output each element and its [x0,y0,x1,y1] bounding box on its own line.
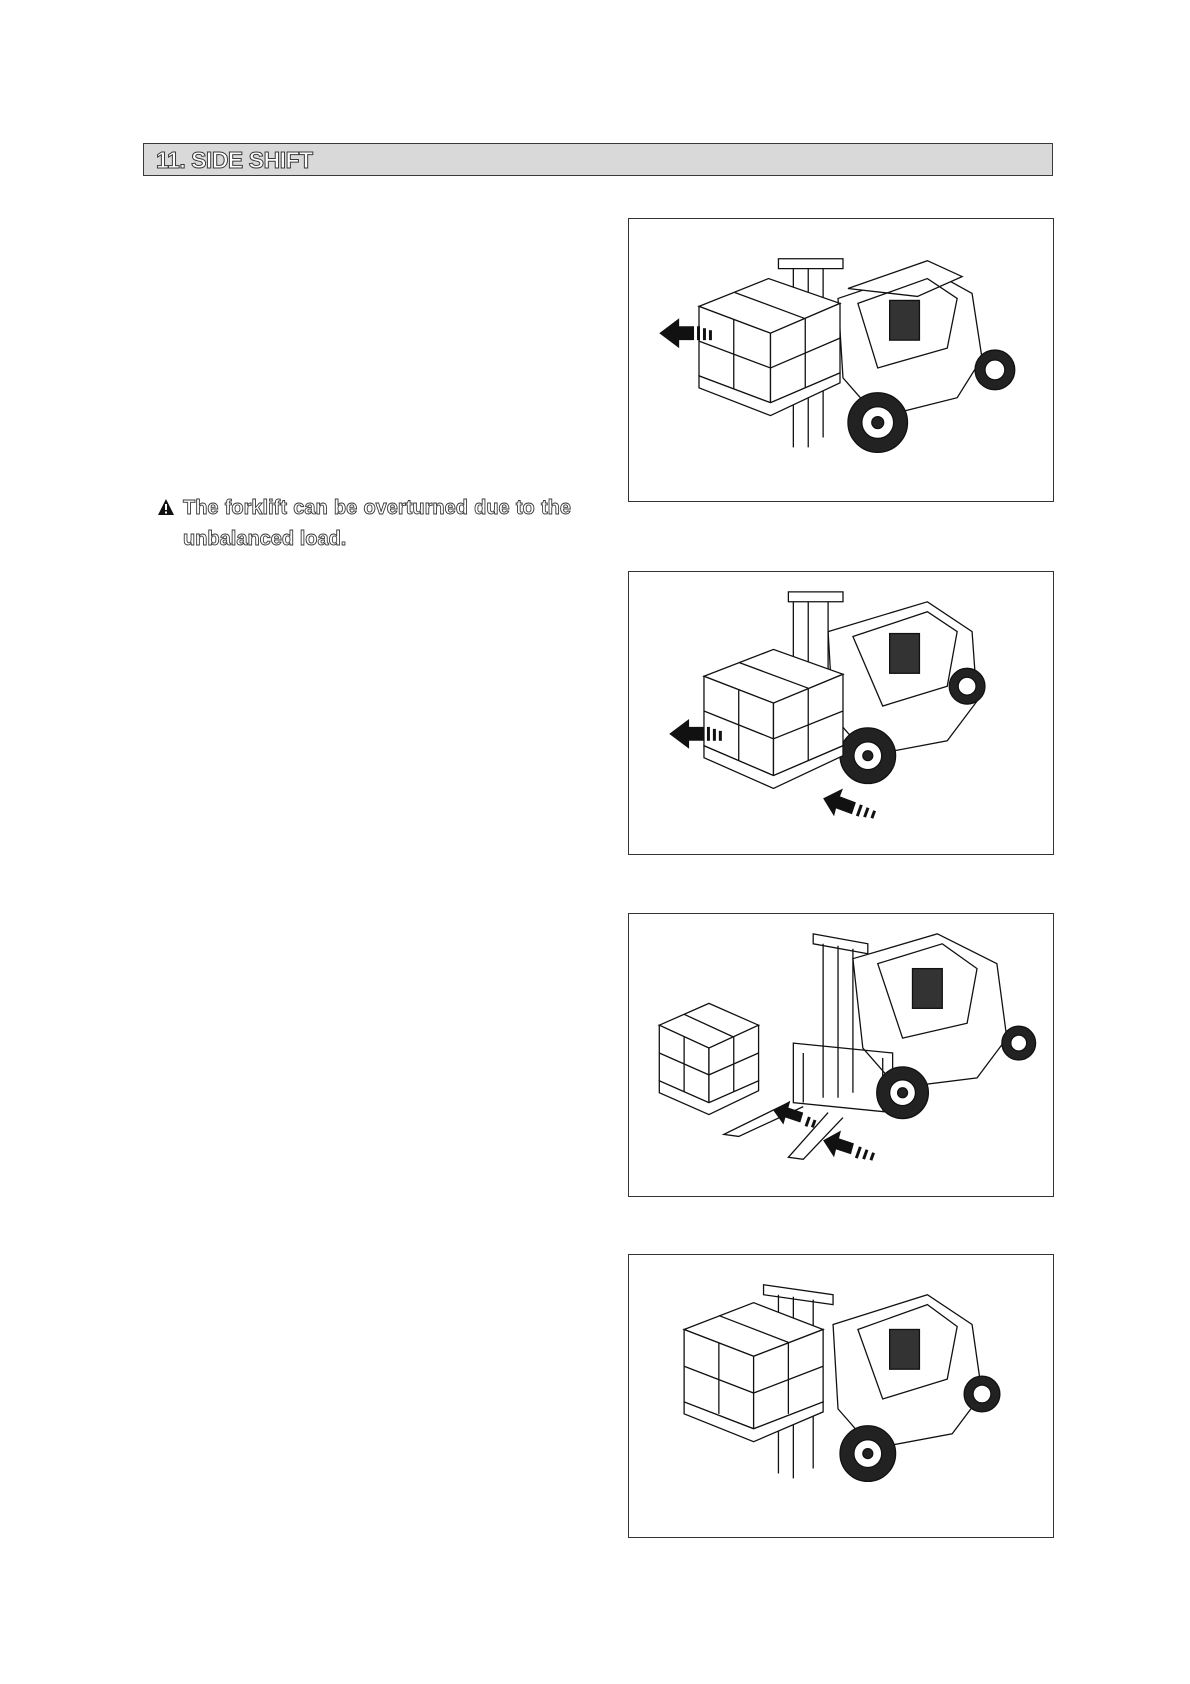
warning-triangle-icon [157,498,175,516]
forklift-side-shift-push-illustration [628,571,1054,855]
forklift-centered-load-illustration [628,1254,1054,1538]
section-header-bar [143,143,1053,176]
warning-note [157,493,571,555]
section-title: 11. SIDE SHIFT [156,147,313,173]
forklift-fork-insert-illustration [628,913,1054,1197]
warning-text-line-1: The forklift can be overturned due to the [183,497,571,519]
warning-text-line-2: unbalanced load. [183,528,347,550]
forklift-side-shift-left-illustration [628,218,1054,502]
